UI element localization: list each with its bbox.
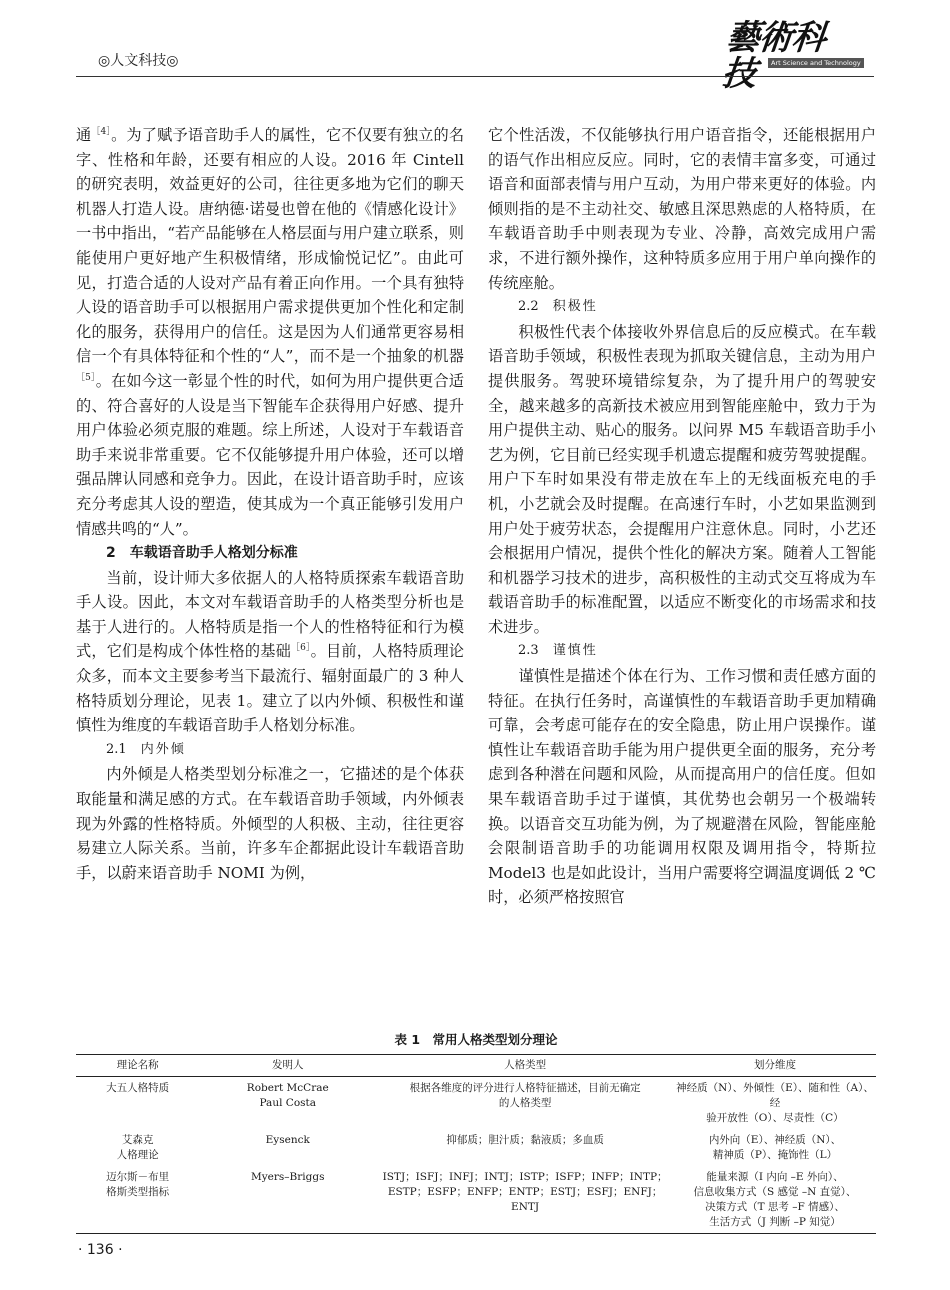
- paragraph: 谨慎性是描述个体在行为、工作习惯和责任感方面的特征。在执行任务时，高谨慎性的车载语音助手更加精确可靠，会考虑可能存在的安全隐患，防止用户误操作。谨慎性让车载语音助手能为用户提供更全面的服务，充分考虑到各种潜在问题和风险，从而提高用户的信任度。但如果车载语音助手过于谨慎，其优势也会朝另一个极端转换。以语音交互功能为例，为了规避潜在风险，智能座舱会限制语音助手的功能调用权限及调用指令，特斯拉 Model3 也是如此设计，当用户需要将空调温度调低 2 ℃时，必须严格按照官: [488, 667, 876, 907]
- table-cell: 大五人格特质: [106, 1082, 170, 1094]
- table-caption: 表 1 常用人格类型划分理论: [394, 1032, 558, 1047]
- section-heading-2: 2 车载语音助手人格划分标准: [106, 545, 298, 562]
- citation-6: ［6］: [290, 643, 311, 654]
- table-cell: 根据各维度的评分进行人格特征描述，目前无确定 的人格类型: [409, 1082, 641, 1109]
- logo-text: 藝術科技: [720, 18, 827, 94]
- subsection-heading-2-2: 2.2 积极性: [518, 299, 598, 315]
- table-1: [76, 1030, 876, 1234]
- paragraph: 积极性代表个体接收外界信息后的反应模式。在车载语音助手领域，积极性表现为抓取关键信息，主动为用户提供服务。驾驶环境错综复杂，为了提升用户的驾驶安全，越来越多的高新技术被应用到智能座舱中，致力于为用户提供主动、贴心的服务。以问界 M5 车载语音助手小艺为例，它目前已经实现手机遗忘提醒和疲劳驾驶提醒。用户下车时如果没有带走放在车上的无线面板充电的手机，小艺就会及时提醒。在高速行车时，小艺如果监测到用户处于疲劳状态，会提醒用户注意休息。同时，小艺还会根据用户情况，提供个性化的解决方案。随着人工智能和机器学习技术的进步，高积极性的主动式交互将成为车载语音助手的标准配置，以适应不断变化的市场需求和技术进步。: [488, 322, 876, 636]
- table-cell: Myers–Briggs: [199, 1166, 376, 1234]
- paragraph: 通$^{[4]}$。为了赋予语音助手人的属性，它不仅要有独立的名字、性格和年龄，还要有相应的人设。2016 年 Cintell 的研究表明，效益更好的公司，往往更多地为它们的聊天机器人打造人设。唐纳德·诺曼也曾在他的《情感化设计》一书中指出，“若产品能够在人格层面与用户建立联系，则能使用户更好地产生积极情绪，形成愉悦记忆”。由此可见，打造合适的人设对产品有着正向作用。一个具有独特人设的语音助手可以根据用户需求提供更加个性化和定制化的服务，获得用户的信任。这是因为人们通常更容易相信一个有具体特征和个性的“人”，而不是一个抽象的机器$^{[5]}$。在如今这一彰显个性的时代，如何为用户提供更合适的、符合喜好的人设是当下智能车企获得用户好感、提升用户体验必须克服的难题。综上所述，人设对于车载语音助手来说非常重要。它不仅能够提升用户体验，还可以增强品牌认同感和竞争力。因此，在设计语音助手时，应该充分考虑其人设的塑造，使其成为一个真正能够引发用户情感共鸣的“人”。: [76, 126, 464, 538]
- left-column: [76, 123, 464, 885]
- table-cell: 神经质（N）、外倾性（E）、随和性（A）、经 验开放性（O）、尽责性（C）: [676, 1082, 874, 1124]
- table-cell: 抑郁质；胆汁质；黏液质；多血质: [446, 1134, 604, 1146]
- header-divider: [76, 76, 874, 77]
- subsection-heading-2-1: 2.1 内外倾: [106, 741, 186, 757]
- table-cell: 迈尔斯－布里 格斯类型指标: [76, 1166, 199, 1234]
- table-header-row: [76, 1055, 876, 1077]
- paragraph: 内外倾是人格类型划分标准之一，它描述的是个体获取能量和满足感的方式。在车载语音助手领域，内外倾表现为外露的性格特质。外倾型的人积极、主动，往往更容易建立人际关系。当前，许多车企都据此设计车载语音助手，以蔚来语音助手 NOMI 为例，: [76, 765, 464, 882]
- table-row: [76, 1129, 876, 1166]
- section-label: ◎人文科技◎: [98, 53, 179, 69]
- citation-5: ［5］: [76, 372, 96, 383]
- page-header: [0, 0, 950, 94]
- column-header: 人格类型: [376, 1055, 674, 1077]
- table-cell: Robert McCrae Paul Costa: [246, 1082, 329, 1109]
- paragraph: 它个性活泼，不仅能够执行用户语音指令，还能根据用户的语气作出相应反应。同时，它的表情丰富多变，可通过语音和面部表情与用户互动，为用户带来更好的体验。内倾则指的是不主动社交、敏感且深思熟虑的人格特质，在车载语音助手中则表现为专业、冷静，高效完成用户需求，不进行额外操作，这种特质多应用于用户单向操作的传统座舱。: [488, 126, 876, 292]
- page-number: · 136 ·: [78, 1242, 123, 1258]
- table-cell: 能量来源（I 内向 –E 外向）、 信息收集方式（S 感觉 –N 直觉）、 决策方式（T 思考 –F 情感）、 生活方式（J 判断 –P 知觉）: [674, 1166, 876, 1234]
- journal-logo: [720, 18, 861, 94]
- table-cell: Eysenck: [265, 1134, 310, 1146]
- right-column: [488, 123, 876, 910]
- citation-4: ［4］: [91, 127, 112, 137]
- paragraph: 当前，设计师大多依据人的人格特质探索车载语音助手人设。因此，本文对车载语音助手的人格类型分析也是基于人进行的。人格特质是指一个人的性格特征和行为模式，它们是构成个体性格的基础$^{[6]}$。目前，人格特质理论众多，而本文主要参考当下最流行、辐射面最广的 3 种人格特质划分理论，见表 1。建立了以内外倾、积极性和谨慎性为维度的车载语音助手人格划分标准。: [76, 568, 464, 735]
- personality-theory-table: [76, 1054, 876, 1234]
- table-cell: 内外向（E）、神经质（N）、 精神质（P）、掩饰性（L）: [708, 1134, 842, 1161]
- subsection-heading-2-3: 2.3 谨慎性: [518, 643, 598, 659]
- column-header: 理论名称: [76, 1055, 199, 1077]
- table-row: [76, 1166, 876, 1234]
- table-cell: ISTJ；ISFJ；INFJ；INTJ；ISTP；ISFP；INFP；INTP； ESTP；ESFP；ENFP；ENTP；ESTJ；ESFJ；ENFJ；ENTJ: [376, 1166, 674, 1234]
- column-header: 发明人: [199, 1055, 376, 1077]
- table-cell: 艾森克 人格理论: [116, 1134, 159, 1161]
- table-row: [76, 1077, 876, 1130]
- column-header: 划分维度: [674, 1055, 876, 1077]
- logo-subtitle: Art Science and Technology: [768, 58, 864, 68]
